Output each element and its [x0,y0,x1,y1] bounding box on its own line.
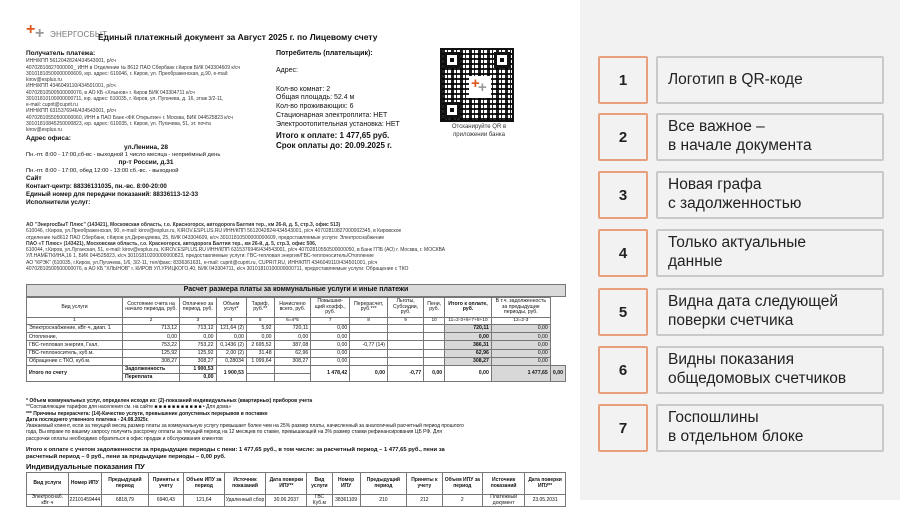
notes-block [26,398,566,442]
calc-cell: 720,11 [274,325,311,333]
summary-line-2: расчетный период – 0 руб., пени за предыдущие периоды – 0,00 руб. [26,454,226,461]
calc-overpay-label: Переплата [123,374,180,382]
feature-number: 5 [598,288,648,336]
calc-cell: -0,77 (14) [350,341,388,349]
payment-due: Срок оплаты до: 20.09.2025 г. [276,141,392,151]
calc-cell: 713,12 [180,325,216,333]
summary-line-1: Итого к оплате с учетом задолженности за предыдущие периоды с пени: 1 477,65 руб., в том числе: за расчетный период – 1 477,65 руб., пени за [26,447,445,453]
calc-number-cell: 6=4*5 [274,317,311,324]
calc-cell: 0,00 [311,341,350,349]
calc-cell: 0,00 [180,333,216,341]
calc-cell [350,357,388,365]
calc-number-cell: 8 [350,317,388,324]
office-label: Адрес офиса: [26,135,71,143]
feature-text: Все важное – в начале документа [656,113,884,161]
meter-header-cell: Предыдущий период [360,473,407,495]
calculation-table [26,297,566,382]
consumer-area: Общая площадь: 52.4 м [276,94,355,102]
calc-cell: 0,00 [311,349,350,357]
meter-header-cell: Предыдущий период [102,473,149,495]
calc-debt-label: Задолженность [123,366,180,374]
consumer-address-label: Адрес: [276,66,298,74]
calc-cell [424,325,445,333]
meter-cell: Удаленный сбор [224,495,266,507]
meter-cell: 6818,79 [102,495,149,507]
calc-header-cell: Состояние счета на начало периода, руб. [123,297,180,317]
feature-item-2 [598,113,884,161]
feature-number: 2 [598,113,648,161]
calc-cell: 0,00 [216,333,246,341]
calc-cell [350,333,388,341]
consumer-residents: Кол-во проживающих: 6 [276,103,354,110]
recipient-lines [26,58,266,133]
calc-number-cell: 1 [27,317,123,324]
meter-header-cell: Источник показаний [483,473,525,495]
recipient-line: 40702810500500000076, в АО КБ «Хлынов» г. Киров БИК 043304711 к/сч [26,89,195,96]
executor-line: 610046, г.Киров, ул.Преображенская, 90, e-mail: kirov@esplus.ru, KIROV.ESPLUS.RU ИНН/КПП 5612042824/434543001, р/сч 40702810827000002345, в Кировское [26,228,402,235]
recipient-line: ИНН/КПП 4346049110/434501001, р/сч [26,83,116,90]
executor-line: АО "ЭнергосБыТ Плюс" (143421), Московская область, г.о. Красногорск, автодорога Балтия тер., км 26-й, д. 5, стр.3, офис 513) [26,222,341,228]
note-line: года, Вы вправе по вашему запросу получить рассрочку оплаты за текущий период на 12 месяцев по ставке, превышающей на 3% размер ставки рефинансирования ЦБ РФ. Для [26,429,443,436]
meter-cell: Электроснаб. кВт·ч [27,495,69,507]
calc-cell: ГВС-тепловая энергия, Гкал, [27,341,123,349]
office1-hours: Пн.-пт. 8:00 - 17:00,сб-вс - выходной 1 число месяца - неприёмный день [26,151,221,158]
calc-header-cell: Тариф, руб.** [246,297,274,317]
note-line: Уважаемый клиент, если за текущий месяц размер платы за коммунальную услугу превышает более чем на 25% размер платы, начисленный за аналогичный расчетный период прошлого [26,423,464,429]
calc-cell: Электроснабжение, кВт·ч, диап. 1 [27,325,123,333]
calc-cell: ГВС-теплоноситель, куб.м. [27,349,123,357]
logo-mark-icon: + + [26,21,45,42]
calc-cell [424,357,445,365]
calc-header-cell: В т.ч. задолженность за предыдущие периоды, руб. [491,297,550,317]
calc-cell: 0,00 [491,325,550,333]
calc-total-recalc: -0,77 [388,366,424,382]
calc-cell: 753,22 [180,341,216,349]
calc-cell: 0,00 [311,325,350,333]
meter-cell: 30.06.2037 [266,495,307,507]
site-label: Сайт [26,175,42,183]
calc-cell [424,349,445,357]
note-line: Дата последнего утвенного платежа - 24.08.2025г. [26,416,149,423]
calc-row [27,341,566,349]
calc-cell: 386,31 [445,341,492,349]
executor-line: 610044, г.Киров, ул.Луганская, 51, e-mail: kirov@esplus.ru, KIROV.ESPLUS.RU ИНН/КПП 6315376946/434543001, р/сч 40702810550500000050, в Банк ГПБ (АО) г. Москва, г. МОСКВА [26,247,446,253]
feature-item-1 [598,56,884,104]
recipient-line: 30101810500000000609, юр. адрес: 610046, г. Киров, ул. Преображенская, д.90, e-mail: [26,70,229,77]
feature-number: 4 [598,229,648,277]
calc-number-cell: 11=2-3+6+7+8+10 [445,317,492,324]
calc-cell: 0,00 [445,333,492,341]
feature-number: 6 [598,346,648,394]
calc-row [27,333,566,341]
recipient-line: ИНН/КПП 5612042824/434543001, р/сч [26,58,116,65]
calc-row [27,357,566,365]
office2-hours: Пн.-пт. 8:00 - 17:00, обед 12:00 - 13:00 сб.-вс. - выходной [26,167,179,174]
office1-street: ул.Ленина, 28 [124,143,168,151]
feature-item-7 [598,404,884,452]
calc-cell [424,341,445,349]
meter-header-cell: Объем ИПУ за период [442,473,482,495]
feature-text: Новая графа с задолженностью [656,171,884,219]
meter-cell: 210 [360,495,407,507]
meter-header-cell: Вид услуги [27,473,69,495]
meter-header-cell: Дата поверки ИПУ** [525,473,566,495]
meter-header-cell: Дата поверки ИПУ** [266,473,307,495]
consumer-heating: Электроотопительная установка: НЕТ [276,120,400,128]
calc-cell: 0,00 [123,333,180,341]
meter-header-cell: Номер ИПУ [68,473,102,495]
recipient-line: e-mail: cuprit@cuprit.ru [26,102,78,109]
calc-cell: 0,00 [274,333,311,341]
calc-number-cell: 4 [216,317,246,324]
consumer-label: Потребитель (плательщик): [276,50,373,57]
executor-line: ПАО «Т Плюс» (143421), Московская область, г.о. Красногорск, автодорога Балтия тер., км 26-й, д. 5, стр.3, офис 506, [26,240,317,247]
calc-header-cell: Пени, руб. [424,297,445,317]
meter-cell: 38361109 [332,495,360,507]
executor-line: отделение №8612 ПАО Сбербанк, г.Киров ул.Дерендяева, 25, БИК 043304609, к/сч 30101810500000000609, предоставляемые услуги: Электроснабжение [26,234,385,241]
calc-empty-cell [246,374,274,382]
company-logo [26,22,107,42]
calc-cell [424,333,445,341]
calc-number-cell: 9 [388,317,424,324]
recipient-line: 40702810550500000060, ИНН в ПАО Банк «ФК Открытие» г. Москва, БИК 044525823 к/сч [26,114,233,121]
executor-line: УЛ.НАМЁТКИНА,16 1, БИК 044525823, к/сч 30101810200000000823, предоставляемые услуги: ГВС-тепловая энергия/ГВС-теплоноситель/Отопление [26,253,374,260]
calc-cell: 0,00 [491,357,550,365]
calc-cell: 0,00 [311,357,350,365]
meter-header-cell: Приняты к учету [407,473,442,495]
calc-cell: 0,00 [491,333,550,341]
meter-header-cell: Вид услуги [307,473,332,495]
readings-phone: Единый номер для передачи показаний: 88336113-12-33 [26,191,199,199]
meter-cell: Платежный документ [483,495,525,507]
calc-total-coef: 0,00 [350,366,388,382]
calc-cell: 121,64 (2) [216,325,246,333]
calc-header-cell: Перерасчет, руб.*** [350,297,388,317]
calc-overpay-value: 0,00 [180,374,216,382]
calc-total-penalty: 0,00 [445,366,492,382]
calc-cell [388,357,424,365]
calc-number-cell: 3 [180,317,216,324]
calc-cell: 713,12 [123,325,180,333]
feature-text: Только актуальные данные [656,229,884,277]
note-line: *** Причины перерасчета: (14)-Качество услуги, превышение допустимых перерывов в поставке [26,410,268,417]
consumer-stove: Стационарная электроплита: НЕТ [276,111,388,119]
feature-text: Госпошлины в отдельном блоке [656,404,884,452]
recipient-line: ИНН/КПП 6315376946/434543001, р/сч [26,108,116,115]
feature-number: 1 [598,56,648,104]
meter-header-cell: Номер ИПУ [332,473,360,495]
feature-number: 7 [598,404,648,452]
recipient-line: 30101810845250000823, юр. адрес: 610035, г. Киров, ул. Пугачева, 51, эт. почта [26,120,211,127]
feature-item-3 [598,171,884,219]
meter-cell: 121,64 [184,495,224,507]
calc-total-to-pay: 1 477,65 [491,366,550,382]
meter-header-cell: Объем ИПУ за период [184,473,224,495]
executor-line: 40702810500500000076, в АО КБ "ХЛЫНОВ" г. КИРОВ УЛ.УРИЦКОГО,40, БИК 043304711, к/сч 30101810100000000711, предоставляемые услуги: Обращение с ТКО [26,265,409,272]
calc-row [27,349,566,357]
calc-empty-cell [246,366,274,374]
calc-cell: 0,28034 [216,357,246,365]
executor-line: АО "КРЭК" (610035, г.Киров, ул.Пугачева, 1/6, 3/2-11, тел/факс: 8336361631, e-mail: cuprit@cuprit.ru, CUPRIT.RU, ИНН/КПП 4346049110/434501001, р/сч [26,259,378,266]
calc-cell: 753,22 [123,341,180,349]
consumer-rooms: Кол-во комнат: 2 [276,85,331,93]
meter-cell: 212 [407,495,442,507]
calc-row [27,325,566,333]
feature-item-6 [598,346,884,394]
calc-number-cell: 10 [424,317,445,324]
feature-item-4 [598,229,884,277]
calc-cell: 0,1436 (2) [216,341,246,349]
document-title: Единый платежный документ за Август 2025 г. по Лицевому счету [98,32,378,42]
calculation-section [26,284,566,382]
calc-number-cell: 5 [246,317,274,324]
calc-cell: 0,00 [491,349,550,357]
calc-cell: 1 099,64 [246,357,274,365]
calc-cell: 125,92 [123,349,180,357]
calc-header-cell: Начислено всего, руб. [274,297,311,317]
meter-cell: ГВС Куб.м [307,495,332,507]
calc-cell: 62,96 [445,349,492,357]
calc-cell: 0,00 [491,341,550,349]
meter-header-cell: Источник показаний [224,473,266,495]
summary-block [26,447,566,461]
feature-text: Видна дата следующей поверки счетчика [656,288,884,336]
logo-brand-text: ЭНЕРГОСБЫТ [50,29,108,39]
feature-text: Видны показания общедомовых счетчиков [656,346,884,394]
calc-number-row [27,317,566,324]
qr-caption: Отсканируйте QR в приложении банка [451,124,507,138]
calc-cell [350,325,388,333]
calc-cell: 0,00 [311,333,350,341]
payment-qr-code [440,48,518,138]
calc-total-row [27,366,566,374]
calc-total-label: Итого по счету [27,366,123,382]
calc-header-cell: Повышаю-щий коэфф., руб. [311,297,350,317]
calc-cell: 308,27 [180,357,216,365]
calc-cell: Обращение с ТКО, куб.м. [27,357,123,365]
calc-cell [388,333,424,341]
calc-empty-cell [274,374,311,382]
total-to-pay: Итого к оплате: 1 477,65 руб. [276,131,390,141]
note-line: рассрочки оплаты необходимо обратиться в офис продаж и обслуживания клиентов [26,435,223,442]
calc-total-paid: 1 900,53 [216,366,246,382]
calc-header-cell: Вид услуги [27,297,123,317]
calc-cell: 2,00 (2) [216,349,246,357]
qr-code-icon [440,48,514,122]
meter-cell: 2 [442,495,482,507]
calc-number-cell: 2 [123,317,180,324]
recipient-line: kirov@esplus.ru [26,77,62,84]
calc-cell: 0,00 [246,333,274,341]
meter-cell: 22101459444 [68,495,102,507]
calc-cell: 308,27 [274,357,311,365]
calc-empty-cell [274,366,311,374]
feature-text: Логотип в QR-коде [656,56,884,104]
calc-title: Расчет размера платы за коммунальные услуги и иные платежи [26,284,566,297]
calc-cell: 31,48 [246,349,274,357]
calc-number-cell: 12=2-3 [491,317,550,324]
meter-header-cell: Приняты к учету [148,473,183,495]
recipient-block [26,50,266,208]
office2-street: пр-т России, д.31 [118,159,174,167]
calc-debt-value: 1 900,53 [180,366,216,374]
note-line: * Объем коммунальных услуг, определен исходя из: (2)-показаний индивидуальных (квартирных) приборов учета [26,398,313,404]
calc-cell: 125,92 [180,349,216,357]
calc-cell [350,349,388,357]
executors-list [26,222,566,272]
feature-item-5 [598,288,884,336]
calc-cell: 720,11 [445,325,492,333]
calc-cell [388,349,424,357]
calc-cell: 62,96 [274,349,311,357]
calc-total-prev-debt: 0,00 [550,366,565,382]
calc-cell: Отопление, [27,333,123,341]
calc-total-benefits: 0,00 [424,366,445,382]
calc-number-cell: 7 [311,317,350,324]
meters-section [26,472,566,507]
meters-title: Индивидуальные показания ПУ [26,462,145,471]
meters-table [26,472,566,507]
meter-cell: 6940,43 [148,495,183,507]
note-line: **Составляющие тарифов для населения см. на сайте ■ ■ ■ ■ ■ ■ ■ ■ ■ ■ ■ • Для дома» [26,404,232,411]
meter-cell: 23.05.2031 [525,495,566,507]
calc-total-charged: 1 478,42 [311,366,350,382]
calc-header-cell: Льготы, Субсидии, руб. [388,297,424,317]
calc-header-cell: Итого к оплате, руб. [445,297,492,317]
recipients-label: Получатель платежа: [26,50,96,57]
calc-cell: 2 695,52 [246,341,274,349]
contact-center: Контакт-центр: 88336131035, пн.-вс. 8:00-20:00 [26,183,167,191]
recipient-line: 40702810827000000_ ИНН в Отделение № 8612 ПАО Сбербанк г.Киров БИК 043304609 к/сч [26,64,241,71]
features-panel [580,0,900,500]
calc-cell [388,341,424,349]
recipient-line: 30101810100000000711, юр. адрес: 610035, г. Киров, ул. Пугачева, д. 16, этаж 3/2-11, [26,95,224,102]
recipient-line: kirov@esplus.ru [26,127,62,134]
consumer-block [276,50,436,151]
calc-cell: 387,08 [274,341,311,349]
feature-number: 3 [598,171,648,219]
calc-cell: 5,92 [246,325,274,333]
calc-cell [388,325,424,333]
calc-header-cell: Объем услуг* [216,297,246,317]
calc-cell: 308,27 [123,357,180,365]
executors-label: Исполнители услуг: [26,199,91,207]
qr-logo-icon: + + [469,76,491,98]
calc-header-cell: Оплачено за период, руб. [180,297,216,317]
calc-cell: 308,27 [445,357,492,365]
